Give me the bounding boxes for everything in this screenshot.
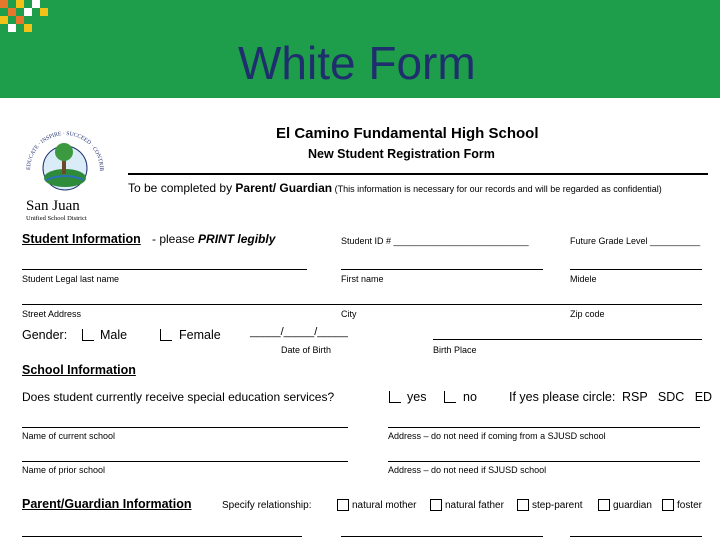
first-name-label: First name <box>341 274 384 284</box>
sped-yes-label: yes <box>407 390 427 404</box>
middle-name-line[interactable] <box>570 269 702 270</box>
sped-no-label: no <box>463 390 477 404</box>
completed-by-text: To be completed by <box>128 181 236 195</box>
school-info-heading: School Information <box>22 363 136 377</box>
step-parent-label: step-parent <box>532 500 583 511</box>
zip-label: Zip code <box>570 309 605 319</box>
female-label: Female <box>179 328 221 342</box>
completed-by-line <box>128 181 662 195</box>
student-id-field[interactable]: Student ID # ___________________________ <box>341 236 529 246</box>
last-name-label: Student Legal last name <box>22 274 120 284</box>
first-name-line[interactable] <box>341 269 543 270</box>
current-school-line[interactable] <box>22 427 348 428</box>
sped-question: Does student currently receive special education services? <box>22 390 335 404</box>
current-address-label: Address – do not need if coming from a SJUSD school <box>388 431 606 441</box>
male-label: Male <box>100 328 128 342</box>
foster-checkbox[interactable] <box>662 499 674 511</box>
guardian-field-line[interactable] <box>341 536 543 537</box>
natural-mother-label: natural mother <box>352 500 417 511</box>
decor-square <box>8 8 16 16</box>
gender-label: Gender: <box>22 328 68 342</box>
specify-label: Specify relationship: <box>222 500 312 511</box>
circle-label: If yes please circle: <box>509 390 616 404</box>
decor-square <box>8 24 16 32</box>
middle-name-label: Midele <box>570 274 597 284</box>
guardian-info-heading: Parent/Guardian Information <box>22 497 192 511</box>
decor-square <box>0 0 8 8</box>
male-checkbox[interactable] <box>82 329 94 341</box>
prior-address-label: Address – do not need if SJUSD school <box>388 465 547 475</box>
guardian-name-line[interactable] <box>22 536 302 537</box>
logo-name: San Juan <box>26 198 80 214</box>
logo-arc-text: EDUCATE · INSPIRE · SUCCEED · CONTRIB <box>25 130 105 172</box>
decor-square <box>32 0 40 8</box>
sped-yes-checkbox[interactable] <box>389 391 401 403</box>
prior-address-line[interactable] <box>388 461 700 462</box>
female-checkbox[interactable] <box>160 329 172 341</box>
decor-square <box>0 16 8 24</box>
prior-school-label: Name of prior school <box>22 465 106 475</box>
print-bold-text: PRINT legibly <box>198 232 276 246</box>
natural-mother-checkbox[interactable] <box>337 499 349 511</box>
natural-father-checkbox[interactable] <box>430 499 442 511</box>
completed-by-bold: Parent/ Guardian <box>235 181 333 195</box>
prior-school-line[interactable] <box>22 461 348 462</box>
logo-district: Unified School District <box>26 215 87 222</box>
city-label: City <box>341 309 357 319</box>
divider <box>128 173 708 175</box>
guardian-field-line[interactable] <box>570 536 702 537</box>
decor-square <box>16 0 24 8</box>
completed-note: (This information is necessary for our records and will be regarded as confidential) <box>332 184 662 194</box>
last-name-line[interactable] <box>22 269 307 270</box>
address-line[interactable] <box>22 304 702 305</box>
print-note-text: - please <box>152 232 199 246</box>
slide-header <box>0 0 720 98</box>
birth-place-line[interactable] <box>433 339 702 340</box>
print-note <box>152 232 275 246</box>
dob-field[interactable]: _____/_____/_____ <box>250 326 348 338</box>
guardian-checkbox[interactable] <box>598 499 610 511</box>
decor-square <box>16 16 24 24</box>
dob-label: Date of Birth <box>281 345 332 355</box>
foster-label: foster <box>677 500 703 511</box>
form-subtitle: New Student Registration Form <box>308 147 495 161</box>
current-address-line[interactable] <box>388 427 700 428</box>
guardian-label: guardian <box>613 500 652 511</box>
step-parent-checkbox[interactable] <box>517 499 529 511</box>
birth-place-label: Birth Place <box>433 345 477 355</box>
school-title: El Camino Fundamental High School <box>276 125 539 142</box>
student-info-heading: Student Information <box>22 232 141 246</box>
slide-title: White Form <box>238 37 476 89</box>
street-label: Street Address <box>22 309 82 319</box>
district-logo <box>20 122 110 222</box>
sped-options[interactable]: RSP SDC ED <box>622 390 713 404</box>
future-grade-field[interactable]: Future Grade Level __________ <box>570 236 701 246</box>
decor-square <box>24 24 32 32</box>
decor-square <box>40 8 48 16</box>
natural-father-label: natural father <box>445 500 504 511</box>
sped-no-checkbox[interactable] <box>444 391 456 403</box>
current-school-label: Name of current school <box>22 431 116 441</box>
decor-square <box>24 8 32 16</box>
